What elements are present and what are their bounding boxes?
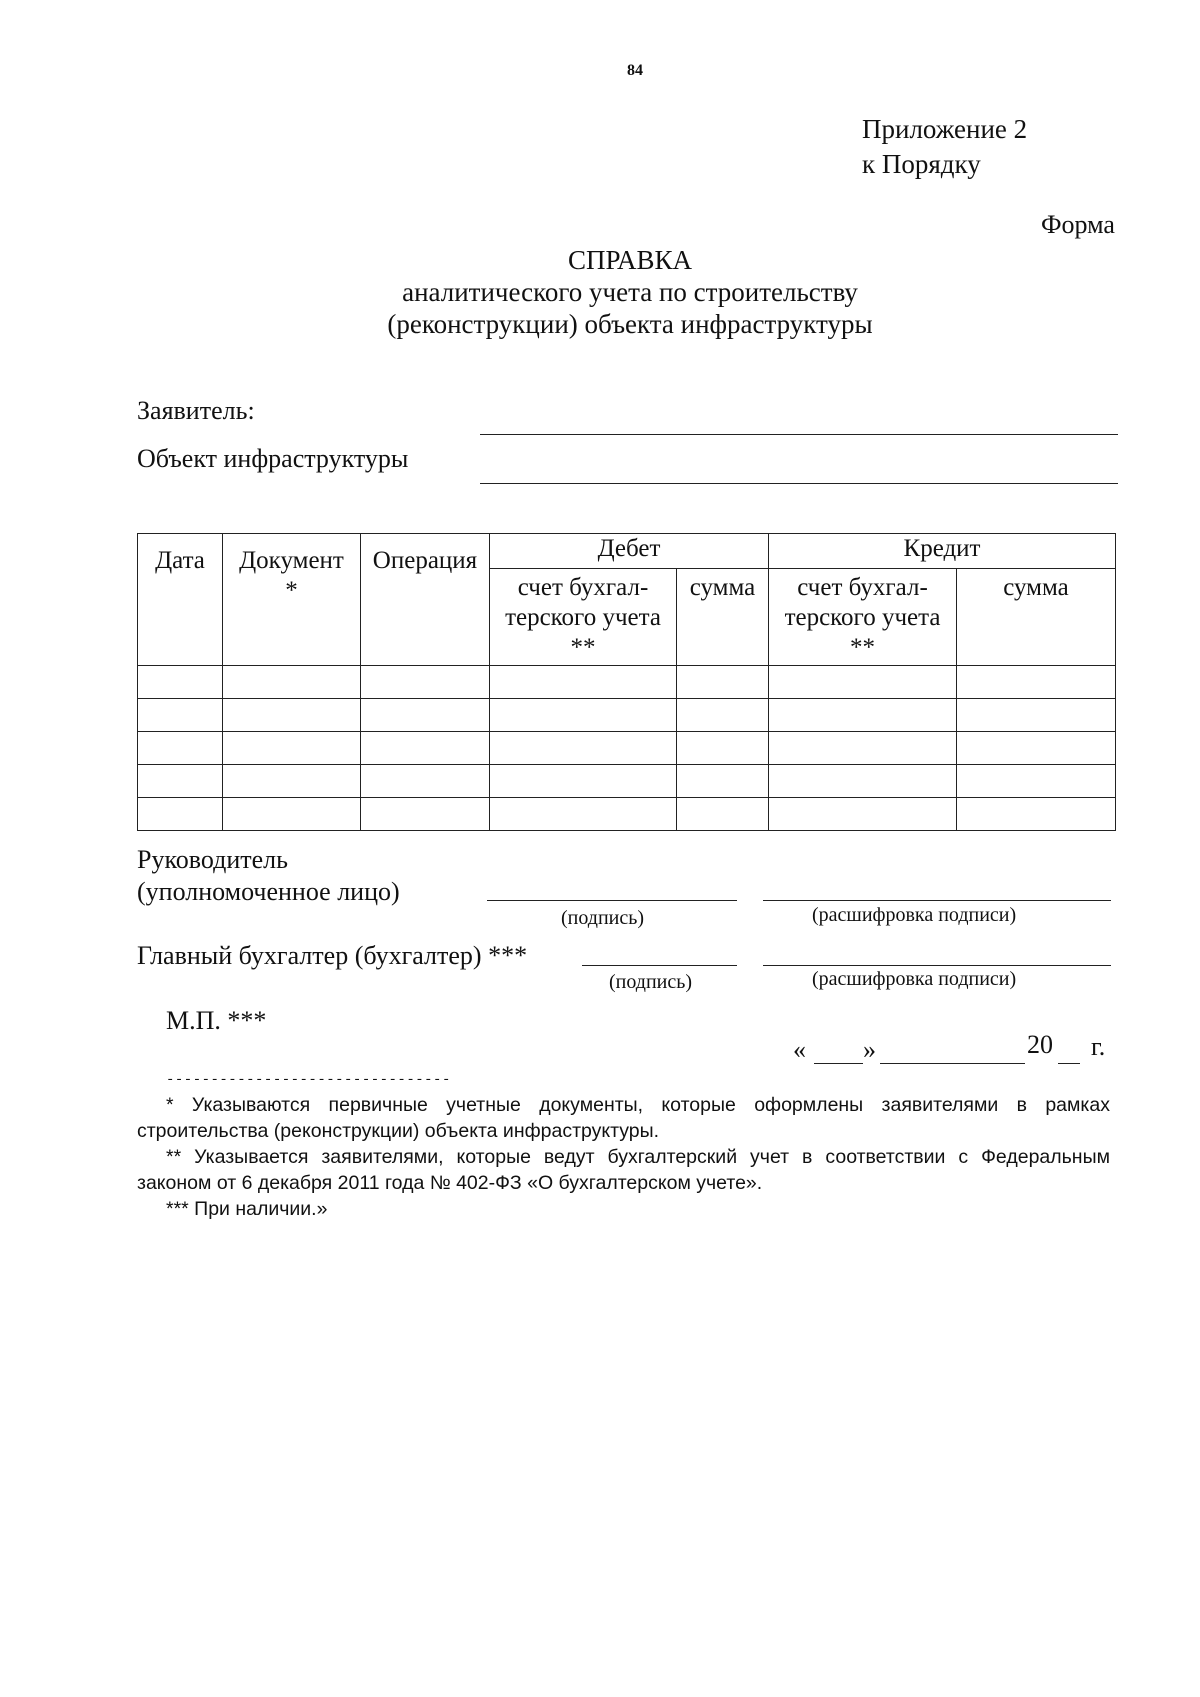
credit-account-mark: ** (850, 634, 875, 661)
table-cell[interactable] (490, 666, 677, 699)
header-credit-label: Кредит (903, 535, 981, 562)
table-row (138, 699, 1116, 732)
footnote-3: *** При наличии.» (166, 1198, 328, 1220)
debit-account-line-2: терского учета (505, 604, 661, 631)
object-label: Объект инфраструктуры (137, 444, 409, 473)
table-cell[interactable] (769, 765, 957, 798)
table-cell[interactable] (957, 732, 1116, 765)
head-decode-line[interactable] (763, 900, 1111, 901)
table-cell[interactable] (490, 798, 677, 831)
table-cell[interactable] (677, 732, 769, 765)
header-credit (769, 534, 1116, 569)
credit-sum-label: сумма (1003, 574, 1069, 601)
table-cell[interactable] (138, 699, 223, 732)
table-cell[interactable] (223, 699, 361, 732)
header-credit-sum (957, 569, 1116, 666)
head-signature-caption: (подпись) (561, 907, 645, 929)
header-date (138, 534, 223, 666)
document-title (0, 244, 1200, 340)
applicant-field-line[interactable] (480, 434, 1118, 435)
debit-sum-label: сумма (689, 574, 756, 601)
table-row (138, 798, 1116, 831)
form-label: Форма (1041, 210, 1115, 239)
table-cell[interactable] (769, 699, 957, 732)
accounting-table (137, 533, 1116, 831)
credit-account-line-2: терского учета (784, 604, 941, 631)
footnote-2: ** Указывается заявителями, которые ведут бухгалтерский учет в соответствии с Федеральным законом от 6 декабря 2011 года № 402-ФЗ «О бухгалтерском учете». (137, 1146, 1110, 1194)
table-cell[interactable] (223, 732, 361, 765)
table-cell[interactable] (677, 666, 769, 699)
header-credit-account (769, 569, 957, 666)
table-cell[interactable] (138, 666, 223, 699)
chief-accountant-label: Главный бухгалтер (бухгалтер) *** (137, 941, 528, 970)
table-cell[interactable] (957, 798, 1116, 831)
date-close-quote: » (863, 1035, 876, 1064)
footnote-separator: -------------------------------- (166, 1072, 451, 1088)
page-number: 84 (627, 62, 643, 79)
table-cell[interactable] (361, 666, 490, 699)
table-cell[interactable] (138, 732, 223, 765)
table-cell[interactable] (361, 732, 490, 765)
stamp-label: М.П. *** (166, 1006, 267, 1035)
date-year-line[interactable] (1058, 1063, 1080, 1064)
head-label-line-1: Руководитель (137, 845, 288, 874)
table-cell[interactable] (490, 732, 677, 765)
head-signature-line[interactable] (487, 900, 737, 901)
title-subtitle-1: аналитического учета по строительству (402, 277, 858, 307)
table-cell[interactable] (957, 765, 1116, 798)
date-year-prefix: 20 (1027, 1030, 1053, 1059)
appendix-line-1: Приложение 2 (862, 114, 1028, 144)
table-row (138, 666, 1116, 699)
footnote-1: * Указываются первичные учетные документы, которые оформлены заявителями в рамках строительства (реконструкции) объекта инфраструктуры. (137, 1094, 1110, 1142)
appendix-line-2: к Порядку (862, 149, 981, 179)
table-cell[interactable] (769, 798, 957, 831)
header-document-mark: * (285, 577, 298, 604)
chief-decode-caption: (расшифровка подписи) (812, 968, 1017, 990)
table-cell[interactable] (223, 798, 361, 831)
header-date-label: Дата (155, 547, 205, 574)
date-year-suffix: г. (1091, 1032, 1106, 1061)
table-cell[interactable] (490, 765, 677, 798)
chief-decode-line[interactable] (763, 965, 1111, 966)
header-debit (490, 534, 769, 569)
table-cell[interactable] (490, 699, 677, 732)
header-document (223, 534, 361, 666)
table-cell[interactable] (957, 666, 1116, 699)
footnotes (137, 1092, 1110, 1222)
table-cell[interactable] (957, 699, 1116, 732)
table-cell[interactable] (677, 765, 769, 798)
table-body (138, 666, 1116, 831)
table-cell[interactable] (361, 798, 490, 831)
table-cell[interactable] (769, 732, 957, 765)
table-cell[interactable] (677, 699, 769, 732)
header-operation (361, 534, 490, 666)
table-cell[interactable] (223, 666, 361, 699)
credit-account-line-1: счет бухгал- (797, 574, 928, 601)
table-row (138, 765, 1116, 798)
date-open-quote: « (793, 1035, 806, 1064)
table-cell[interactable] (223, 765, 361, 798)
header-document-label: Документ (239, 547, 344, 574)
applicant-label: Заявитель: (137, 396, 255, 425)
head-decode-caption: (расшифровка подписи) (812, 904, 1017, 926)
title-subtitle-2: (реконструкции) объекта инфраструктуры (387, 309, 873, 339)
header-debit-sum (677, 569, 769, 666)
title-main: СПРАВКА (567, 245, 693, 275)
debit-account-line-1: счет бухгал- (517, 574, 649, 601)
header-debit-label: Дебет (597, 535, 661, 562)
chief-signature-caption: (подпись) (609, 971, 693, 993)
table-cell[interactable] (138, 765, 223, 798)
debit-account-mark: ** (570, 634, 596, 661)
table-cell[interactable] (769, 666, 957, 699)
header-debit-account (490, 569, 677, 666)
head-label-line-2: (уполномоченное лицо) (137, 877, 400, 906)
table-cell[interactable] (361, 765, 490, 798)
table-cell[interactable] (361, 699, 490, 732)
table-cell[interactable] (138, 798, 223, 831)
table-row (138, 732, 1116, 765)
date-day-line[interactable] (814, 1063, 863, 1064)
chief-signature-line[interactable] (582, 965, 737, 966)
table-header-row (138, 534, 1116, 569)
object-field-line[interactable] (480, 483, 1118, 484)
header-operation-label: Операция (372, 547, 478, 574)
date-month-line[interactable] (880, 1063, 1025, 1064)
table-cell[interactable] (677, 798, 769, 831)
appendix-header (862, 112, 1027, 182)
